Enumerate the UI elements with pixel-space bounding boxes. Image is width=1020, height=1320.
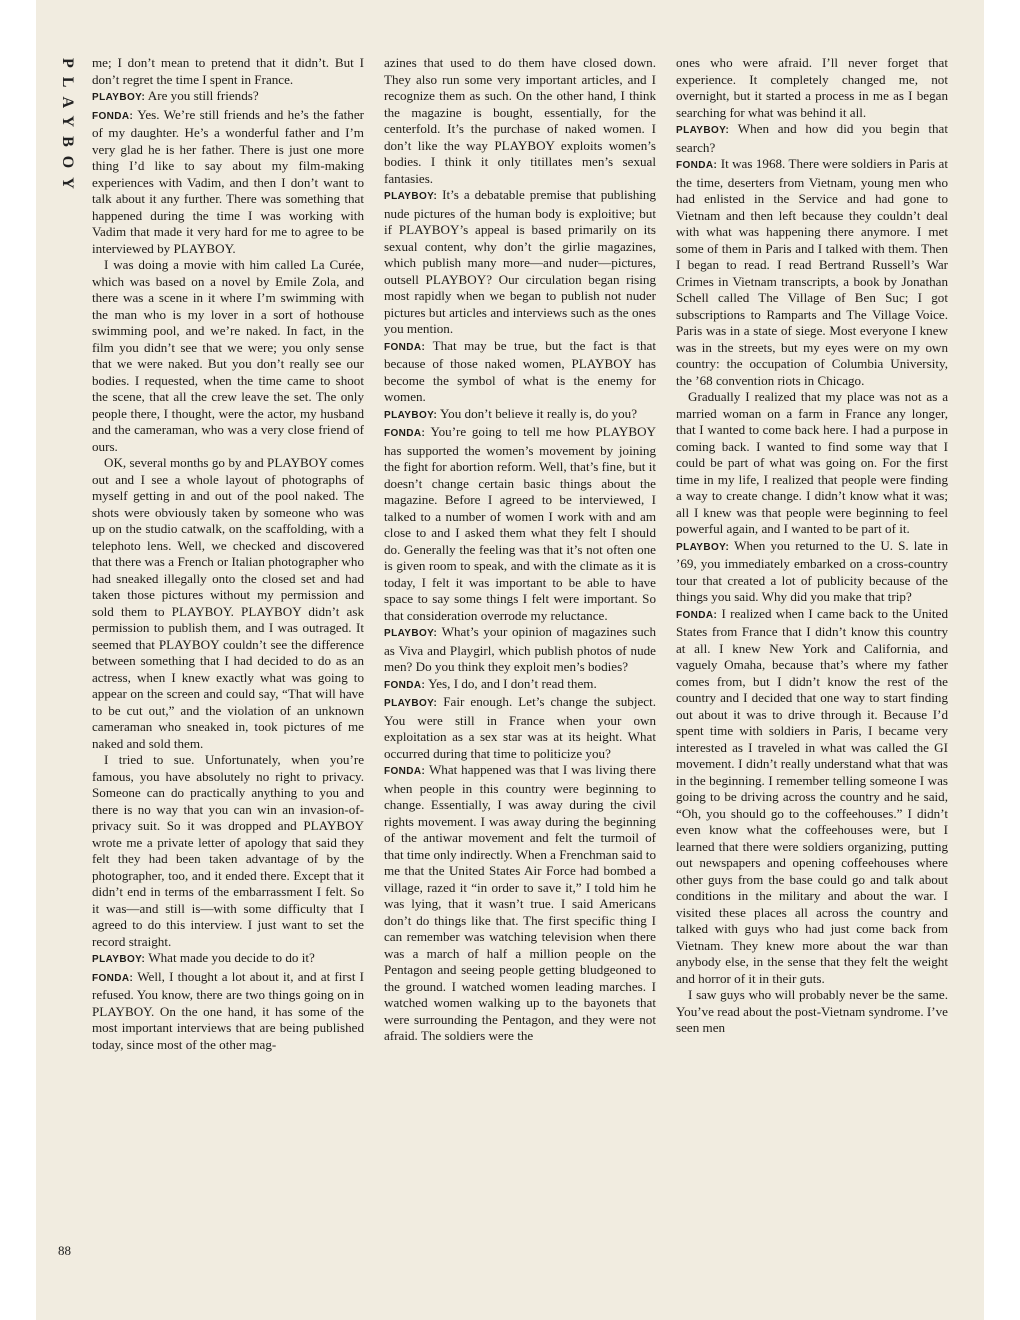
interview-paragraph: [384, 187, 656, 338]
paragraph-text: It was 1968. There were soldiers in Paris at the time, deserters from Vietnam, young men who had enlisted in the Service and had gone to Vietnam and then left because they couldn’t deal with what was happening there anymore. I met some of them in Paris and I talked with them. Then I began to read. I read Bertrand Russell’s War Crimes in Vietnam transcripts, a book by Jonathan Schell called The Village of Ben Suc; I got subscriptions to Ramparts and The Village Voice. Paris was in a state of siege. Most everyone I knew was in the streets, but my eyes were on my own country: the occupation of Columbia University, the ’68 convention riots in Chicago.: [676, 156, 948, 388]
paragraph-text: When and how did you begin that search?: [676, 121, 948, 155]
paragraph-text: It’s a debatable premise that publishing nude pictures of the human body is exploitive; but if PLAYBOY’s appeal is based primarily on its sexual content, why don’t the girlie magazines, which publish many more—and nuder—pictures, outsell PLAYBOY? Our circulation began rising most rapidly when we began to publish not nuder pictures but articles and interviews such as the ones you mention.: [384, 187, 656, 336]
paragraph-text: ones who were afraid. I’ll never forget that experience. It completely changed me, not overnight, but it started a process in me as I began searching for what was behind it all.: [676, 55, 948, 120]
speaker-label: PLAYBOY:: [384, 628, 438, 639]
text-column-2: [384, 55, 656, 1045]
speaker-label: FONDA:: [676, 609, 718, 621]
body-paragraph: [676, 389, 948, 538]
speaker-label: FONDA:: [384, 766, 426, 777]
speaker-label: PLAYBOY:: [676, 541, 730, 553]
paragraph-text: OK, several months go by and PLAYBOY comes out and I see a whole layout of photographs of myself getting in and out of the pool naked. The shots were obviously taken by someone who was up on the studio catwalk, on the scaffolding, with a telephoto lens. Well, we checked and discovered that there was a French or Italian photographer who had sneaked illegally onto the closed set and had taken those pictures without my permission and sold them to PLAYBOY. PLAYBOY didn’t ask permission to publish them, and I was outraged. It seemed that PLAYBOY couldn’t see the difference between something that I had decided to do as an actress, when I knew exactly what was going to appear on the screen and could say, “That will have to be cut out,” and the violation of an unknown cameraman who sneaked in, took pictures of me naked and sold them.: [92, 455, 364, 751]
interview-paragraph: [384, 694, 656, 762]
interview-paragraph: [92, 107, 364, 258]
paragraph-text: Yes, I do, and I don’t read them.: [428, 675, 597, 691]
interview-paragraph: [384, 762, 656, 1045]
interview-paragraph: [384, 624, 656, 676]
paragraph-text: Well, I thought a lot about it, and at first I refused. You know, there are two things going on in PLAYBOY. On the one hand, it has some of the most important interviews that are being published today, since most of the other mag-: [92, 968, 364, 1052]
speaker-label: PLAYBOY:: [384, 191, 438, 202]
speaker-label: PLAYBOY:: [92, 954, 146, 965]
speaker-label: FONDA:: [384, 341, 426, 353]
page-number: 88: [58, 1243, 71, 1258]
magazine-spine-title: [58, 58, 78, 198]
body-paragraph: [676, 55, 948, 121]
speaker-label: PLAYBOY:: [384, 409, 438, 421]
text-column-3: [676, 55, 948, 1037]
interview-paragraph: [92, 969, 364, 1054]
speaker-label: FONDA:: [676, 160, 718, 171]
paragraph-text: I saw guys who will probably never be the same. You’ve read about the post-Vietnam syndrome. I’ve seen men: [676, 987, 948, 1035]
magazine-page: [36, 0, 984, 1320]
paragraph-text: What happened was that I was living there when people in this country were beginning to change. Essentially, I was away during the civil rights movement. I was away during the beginning of the antiwar movement and felt the turmoil of that time only indirectly. When a Frenchman said to me that the United States Air Force had bombed a village, razed it “in order to save it,” I told him he was lying, that it wasn’t true. I said Americans don’t do things like that. The first specific thing I can remember was watching television when there was a march of half a million people on the Pentagon and seeing people getting bludgeoned to the ground. I watched women leading marches. I watched women walking up to the bayonets that were surrounding the Pentagon, and they were not afraid. The soldiers were the: [384, 762, 656, 1043]
body-paragraph: [92, 55, 364, 88]
paragraph-text: Yes. We’re still friends and he’s the father of my daughter. He’s a wonderful father and I’m very glad he is her father. There is just one more thing I’d like to say about my film-making experiences with Vadim, and then I don’t want to talk about it any further. There was something that happened during the time I was working with Vadim that made it very hard for me to agree to be interviewed by PLAYBOY.: [92, 106, 365, 256]
interview-paragraph: [676, 606, 948, 988]
interview-paragraph: [92, 88, 364, 107]
paragraph-text: me; I don’t mean to pretend that it didn’t. But I don’t regret the time I spent in France.: [92, 55, 364, 87]
paragraph-text: I tried to sue. Unfortunately, when you’re famous, you have absolutely no right to privacy. Someone can do practically anything to you and there is no way that you can win an invasion-of-privacy suit. So it was dropped and PLAYBOY wrote me a private letter of apology that said they felt they had been taken advantage of by the photographer, too, and it ended there. Except that it didn’t end in terms of the embarrassment I felt. So it was—and still is—with some difficulty that I agreed to do this interview. I just want to set the record straight.: [92, 752, 364, 949]
body-paragraph: [92, 752, 364, 950]
interview-paragraph: [676, 121, 948, 156]
body-paragraph: [676, 987, 948, 1037]
paragraph-text: azines that used to do them have closed down. They also run some very important articles, and I recognize them as such. On the other hand, I think the magazine is bought, essentially, for the centerfold. It’s the purchase of naked women. I don’t like the way PLAYBOY exploits women’s bodies. I think it only titillates men’s sexual fantasies.: [384, 55, 656, 186]
paragraph-text: What made you decide to do it?: [148, 950, 315, 965]
paragraph-text: You’re going to tell me how PLAYBOY has supported the women’s movement by joining the fight for abortion reform. Well, that’s fine, but it doesn’t change certain basic things about the magazine. Before I agreed to be interviewed, I talked to a number of women I work with and am close to and I asked them what they felt I should do. Generally the feeling was that it’s not often one is given room to speak, and with the climate as it is today, I felt it was important to be able to have space to say some things I felt were important. So that consideration overrode my reluctance.: [384, 424, 656, 623]
interview-paragraph: [384, 424, 656, 624]
speaker-label: FONDA:: [92, 110, 134, 122]
paragraph-text: Fair enough. Let’s change the subject. You were still in France when your own exploitation as a sex star was at its height. What occurred during that time to politicize you?: [384, 694, 656, 761]
body-paragraph: [92, 257, 364, 455]
interview-paragraph: [92, 950, 364, 969]
body-paragraph: [384, 55, 656, 187]
spine-text: PLAYBOY: [59, 58, 76, 198]
interview-paragraph: [384, 338, 656, 406]
paragraph-text: Gradually I realized that my place was not as a married woman on a farm in France any longer, that I wanted to come back here. I had a purpose in coming back. I wanted to find some way that I could be part of what was going on. For the first time in my life, I realized that people were finding a way to create change. I didn’t know what it was; all I knew was that people were beginning to feel powerful again, and I wanted to be part of it.: [676, 389, 948, 536]
interview-paragraph: [384, 676, 656, 695]
speaker-label: PLAYBOY:: [676, 125, 730, 136]
paragraph-text: I was doing a movie with him called La Curée, which was based on a novel by Emile Zola, and there was a scene in it where I’m swimming with the man who is my lover in a sort of hothouse swimming pool, and we’re naked. In fact, in the film you didn’t see that we were; you only sense that we were naked. But you don’t really see our bodies. I requested, when the time came to shoot the scene, that all the crew leave the set. The only people there, I thought, were the actor, my husband and the cameraman, who was a very close friend of ours.: [92, 257, 364, 454]
interview-paragraph: [676, 538, 948, 606]
paragraph-text: When you returned to the U. S. late in ’69, you immediately embarked on a cross-country tour that created a lot of publicity because of the things you said. Why did you make that trip?: [676, 537, 948, 604]
speaker-label: PLAYBOY:: [384, 698, 438, 709]
text-column-1: [92, 55, 364, 1053]
paragraph-text: You don’t believe it really is, do you?: [440, 405, 638, 421]
interview-paragraph: [676, 156, 948, 389]
speaker-label: FONDA:: [384, 428, 426, 439]
speaker-label: FONDA:: [384, 679, 426, 691]
speaker-label: PLAYBOY:: [92, 92, 146, 103]
speaker-label: FONDA:: [92, 972, 134, 984]
body-paragraph: [92, 455, 364, 752]
paragraph-text: Are you still friends?: [147, 88, 259, 103]
paragraph-text: I realized when I came back to the United States from France that I didn’t know this country at all. I knew New York and California, and vaguely Omaha, because that’s where my father comes from, but I didn’t know the rest of the country and I decided that one way to start finding out about it was to drive through it. Because I’d spent time with soldiers in Paris, I became very interested as I traveled in what was called the GI movement. I didn’t really understand what that was in the beginning. I remember telling someone I was going to be driving across the country and he said, “Oh, you should go to the coffeehouses.” I didn’t even know what the coffeehouses were, but I learned that there were soldiers organizing, putting out newspapers and opening coffeehouses where other guys from the base could go and talk about conditions in the military and about the war. I visited these places all across the country and talked with guys who had just come back from Vietnam. They knew more about the war than anybody else, in the sense that they felt the weight and horror of it in their guts.: [676, 605, 948, 986]
interview-paragraph: [384, 406, 656, 425]
paragraph-text: That may be true, but the fact is that because of those naked women, PLAYBOY has become the symbol of what is the enemy for women.: [384, 337, 656, 404]
paragraph-text: What’s your opinion of magazines such as Viva and Playgirl, which publish photos of nude men? Do you think they exploit men’s bodies?: [384, 624, 656, 674]
